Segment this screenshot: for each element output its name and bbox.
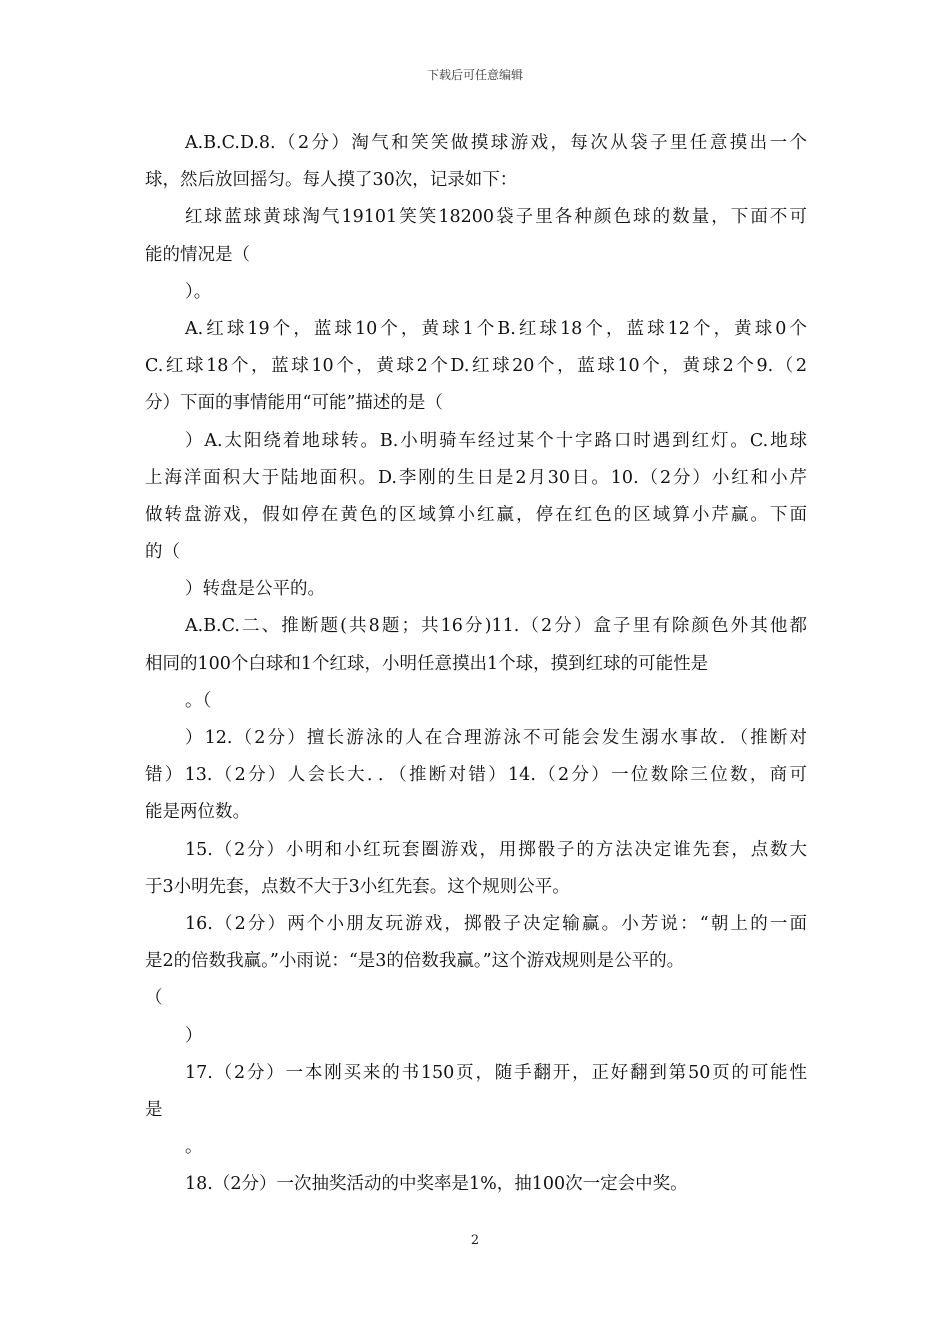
text-line: ）12.（2分）擅长游泳的人在合理游泳不可能会发生溺水事故．（推断对 bbox=[185, 728, 807, 748]
text-line: 。（ bbox=[185, 690, 212, 711]
text-line: 是2的倍数我赢。”小雨说：“是3的倍数我赢。”这个游戏规则是公平的。 bbox=[145, 951, 685, 972]
text-line: 17.（2分）一本刚买来的书150页，随手翻开，正好翻到第50页的可能性 bbox=[185, 1062, 807, 1083]
text-line: C.红球18个，蓝球10个，黄球2个D.红球20个，蓝球10个，黄球2个9.（2 bbox=[145, 356, 807, 377]
text-line: 球，然后放回摇匀。每人摸了30次，记录如下： bbox=[145, 170, 518, 191]
text-line: 是 bbox=[145, 1099, 163, 1120]
text-line: 15.（2分）小明和小红玩套圈游戏，用掷骰子的方法决定谁先套，点数大 bbox=[185, 839, 807, 860]
text-line: 18.（2分）一次抽奖活动的中奖率是1%，抽100次一定会中奖。 bbox=[185, 1174, 688, 1195]
text-line: 的（ bbox=[145, 542, 180, 563]
text-line: 红球蓝球黄球淘气19101笑笑18200袋子里各种颜色球的数量，下面不可 bbox=[185, 207, 807, 228]
text-line: 做转盘游戏，假如停在黄色的区域算小红赢，停在红色的区域算小芹赢。下面 bbox=[145, 504, 807, 525]
text-line: 16.（2分）两个小朋友玩游戏，掷骰子决定输赢。小芳说：“朝上的一面 bbox=[185, 913, 807, 934]
page-number: 2 bbox=[470, 1233, 480, 1248]
text-line: ）A.太阳绕着地球转。B.小明骑车经过某个十字路口时遇到红灯。C.地球 bbox=[185, 430, 807, 451]
text-line: 分）下面的事情能用“可能”描述的是（ bbox=[145, 393, 443, 414]
text-line: 错）13.（2分）人会长大．．（推断对错）14.（2分）一位数除三位数，商可 bbox=[145, 765, 807, 786]
text-line: （ bbox=[145, 988, 163, 1009]
text-line: 。 bbox=[185, 1137, 203, 1158]
document-body bbox=[145, 125, 807, 1203]
text-line: A.红球19个，蓝球10个，黄球1个B.红球18个，蓝球12个，黄球0个 bbox=[185, 318, 807, 339]
page-header: 下载后可任意编辑 bbox=[426, 68, 523, 82]
text-line: ） bbox=[185, 1025, 203, 1046]
text-line: 能的情况是（ bbox=[145, 244, 250, 265]
text-line: A.B.C.D.8.（2分）淘气和笑笑做摸球游戏，每次从袋子里任意摸出一个 bbox=[185, 133, 807, 153]
text-line: ）。 bbox=[185, 281, 212, 302]
text-line: 上海洋面积大于陆地面积。D.李刚的生日是2月30日。10.（2分）小红和小芹 bbox=[145, 467, 807, 488]
text-line: 于3小明先套，点数不大于3小红先套。这个规则公平。 bbox=[145, 876, 570, 897]
text-line: 能是两位数。 bbox=[145, 802, 250, 823]
text-line: ）转盘是公平的。 bbox=[185, 579, 325, 600]
text-line: 相同的100个白球和1个红球，小明任意摸出1个球，摸到红球的可能性是 bbox=[145, 653, 709, 674]
text-line: A.B.C.二、推断题(共8题；共16分)11.（2分）盒子里有除颜色外其他都 bbox=[185, 616, 807, 637]
